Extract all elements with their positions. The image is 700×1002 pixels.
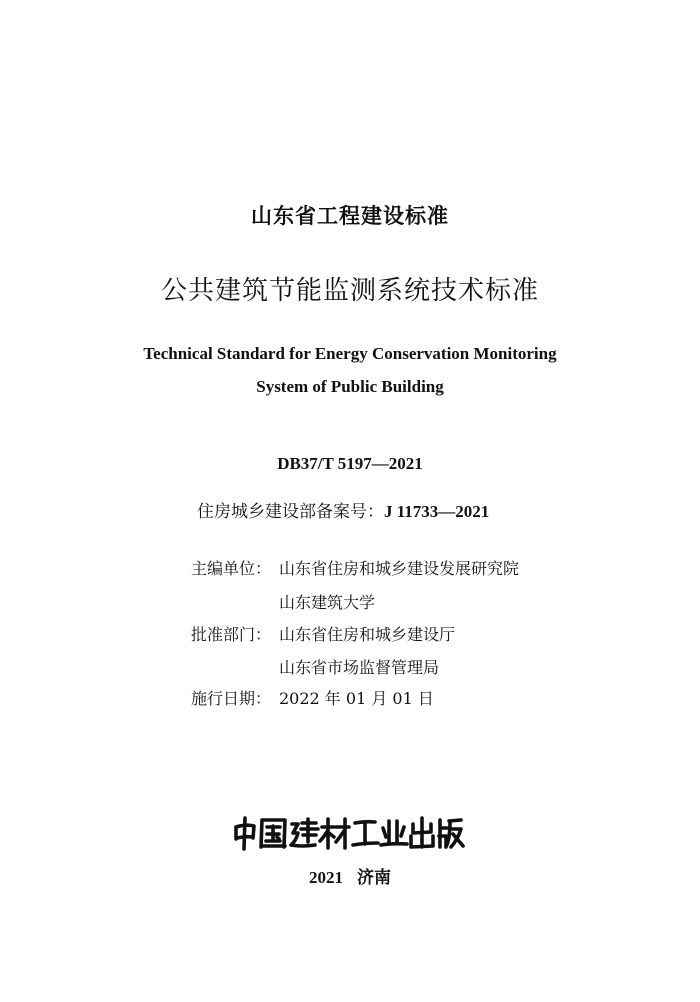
document-title-english-line-2: System of Public Building [256,377,444,396]
approver-dept-1: 山东省住房和城乡建设厅 [279,625,456,644]
publisher-logo [232,815,472,851]
effective-date-label: 施行日期： [191,689,272,708]
imprint-footer [0,863,700,888]
publication-city: 济南 [357,868,391,888]
series-title: 山东省工程建设标准 [251,204,449,228]
approver-dept-2: 山东省市场监督管理局 [279,658,440,677]
record-number [197,497,489,522]
editor-row [191,556,519,579]
approver-label: 批准部门： [191,625,272,644]
effective-date-row [191,686,434,709]
record-number-label: 住房城乡建设部备案号： [197,502,384,522]
approver-row [191,622,455,645]
editor-label: 主编单位： [191,559,272,578]
editor-unit-1: 山东省住房和城乡建设发展研究院 [279,559,520,578]
editor-unit-2: 山东建筑大学 [279,593,376,612]
document-title-chinese: 公共建筑节能监测系统技术标准 [160,276,539,306]
publication-year: 2021 [309,868,343,887]
effective-date-value: 2022 年 01 月 01 日 [279,689,434,708]
document-title-english-line-1: Technical Standard for Energy Conservation Monitoring [143,344,557,363]
record-number-value: J 11733—2021 [384,502,490,521]
standard-code: DB37/T 5197—2021 [277,454,423,473]
